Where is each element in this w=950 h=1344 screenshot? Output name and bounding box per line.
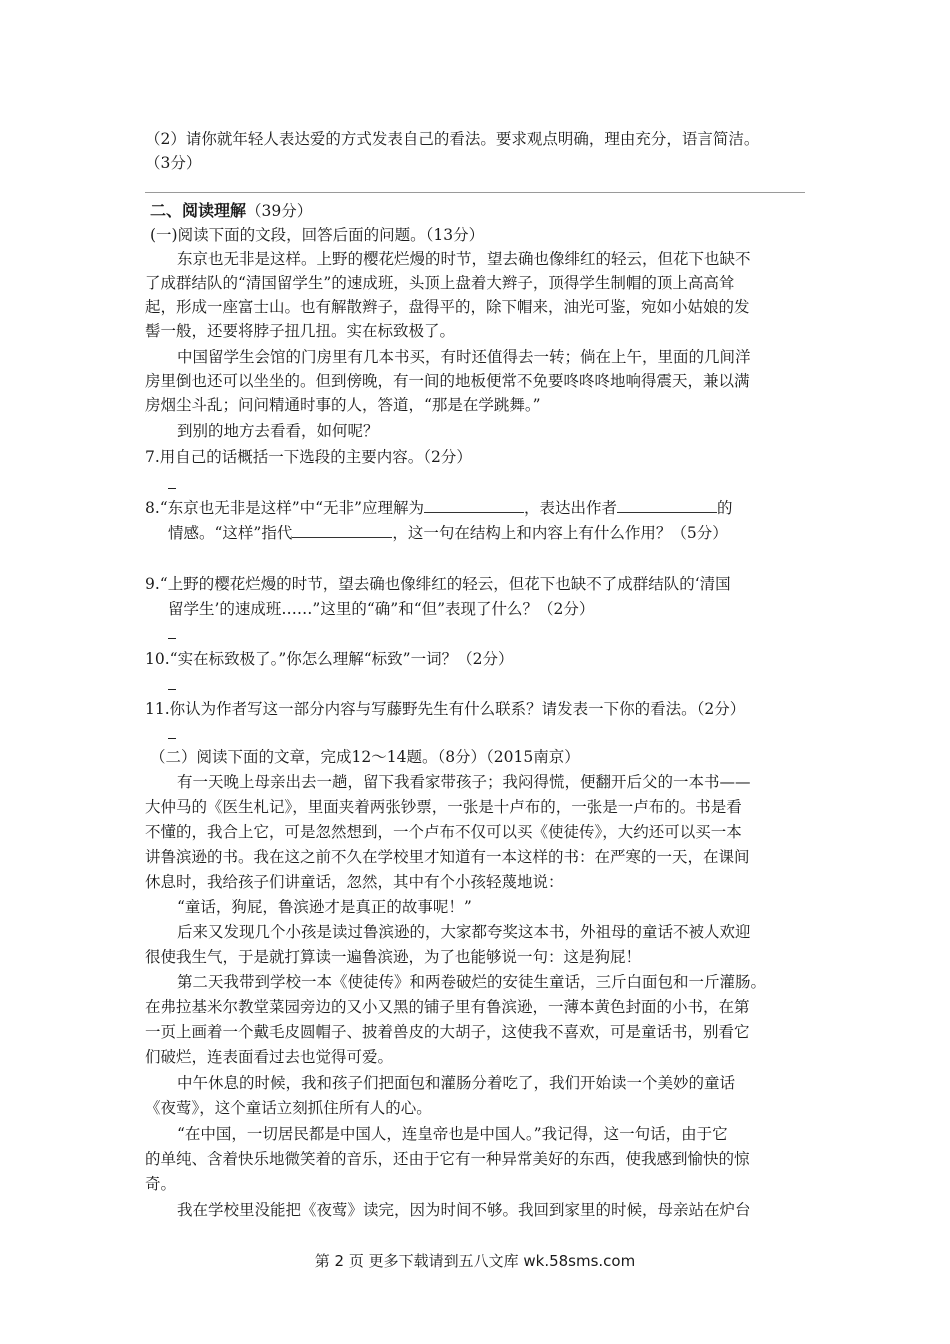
- question-7: 7.用自己的话概括一下选段的主要内容。（2分）: [145, 448, 472, 466]
- part1-paragraph-line: 髻一般，还要将脖子扭几扭。实在标致极了。: [145, 322, 456, 340]
- part2-paragraph-line: 大仲马的《医生札记》，里面夹着两张钞票，一张是十卢布的，一张是一卢布的。书是看: [145, 798, 742, 816]
- part2-paragraph-line: 奇。: [145, 1175, 177, 1193]
- answer-dash: [168, 638, 176, 639]
- part1-paragraph-line: 中国留学生会馆的门房里有几本书买，有时还值得去一转；倘在上午，里面的几间洋: [177, 348, 751, 366]
- q8-text: ，这一句在结构上和内容上有什么作用？（5分）: [392, 524, 728, 542]
- divider: [145, 192, 805, 193]
- part2-paragraph-line: 不懂的，我合上它，可是忽然想到，一个卢布不仅可以买《使徒传》，大约还可以买一本: [145, 823, 742, 841]
- question-11: 11.你认为作者写这一部分内容与写藤野先生有什么联系？请发表一下你的看法。（2分）: [145, 700, 746, 718]
- part2-paragraph-line: 一页上画着一个戴毛皮圆帽子、披着兽皮的大胡子，这使我不喜欢，可是童话书，别看它: [145, 1023, 750, 1041]
- part2-paragraph-line: 们破烂，连表面看过去也觉得可爱。: [145, 1048, 394, 1066]
- part1-paragraph-line: 了成群结队的“清国留学生”的速成班，头顶上盘着大辫子，顶得学生制帽的顶上高高耸: [145, 274, 735, 292]
- part1-paragraph-line: 起，形成一座富士山。也有解散辫子，盘得平的，除下帽来，油光可鉴，宛如小姑娘的发: [145, 298, 750, 316]
- section-heading: [150, 200, 312, 222]
- part2-paragraph-line: “童话，狗屁，鲁滨逊才是真正的故事呢！”: [177, 898, 472, 916]
- part1-paragraph-line: 到别的地方去看看，如何呢？: [177, 422, 379, 440]
- answer-dash: [168, 488, 176, 489]
- part2-paragraph-line: 在弗拉基米尔教堂菜园旁边的又小又黑的铺子里有鲁滨逊，一薄本黄色封面的小书，在第: [145, 998, 750, 1016]
- part2-paragraph-line: 第二天我带到学校一本《使徒传》和两卷破烂的安徒生童话，三斤白面包和一斤灌肠。: [177, 973, 767, 991]
- question-9-line-1: 9.“上野的樱花烂熳的时节，望去确也像绯红的轻云，但花下也缺不了成群结队的‘清国: [145, 575, 731, 593]
- page-footer: 第 2 页 更多下载请到五八文库 wk.58sms.com: [314, 1252, 636, 1270]
- part2-paragraph-line: 的单纯、含着快乐地微笑着的音乐，还由于它有一种异常美好的东西，使我感到愉快的惊: [145, 1150, 750, 1168]
- part1-paragraph-line: 房里倒也还可以坐坐的。但到傍晚，有一间的地板便常不免要咚咚咚地响得震天，兼以满: [145, 372, 750, 390]
- answer-dash: [168, 738, 176, 739]
- answer-dash: [168, 689, 176, 690]
- question-9-line-2: 留学生’的速成班……”这里的“确”和“但”表现了什么？（2分）: [168, 600, 595, 618]
- part2-paragraph-line: 中午休息的时候，我和孩子们把面包和灌肠分着吃了，我们开始读一个美妙的童话: [177, 1074, 736, 1092]
- fill-blank[interactable]: [617, 496, 717, 513]
- part1-paragraph-line: 东京也无非是这样。上野的樱花烂熳的时节，望去确也像绯红的轻云，但花下也缺不: [177, 250, 751, 268]
- question-8-line-2: [168, 521, 728, 544]
- q8-text: 8.“东京也无非是这样”中“无非”应理解为: [145, 499, 424, 517]
- fill-blank[interactable]: [424, 496, 524, 513]
- q8-text: ，表达出作者: [524, 499, 618, 517]
- part2-paragraph-line: 讲鲁滨逊的书。我在这之前不久在学校里才知道有一本这样的书：在严寒的一天，在课间: [145, 848, 750, 866]
- q8-text: 的: [717, 499, 733, 517]
- part2-paragraph-line: 有一天晚上母亲出去一趟，留下我看家带孩子；我闷得慌，便翻开后父的一本书——: [177, 773, 751, 791]
- part2-paragraph-line: 后来又发现几个小孩是读过鲁滨逊的，大家都夸奖这本书，外祖母的童话不被人欢迎: [177, 923, 751, 941]
- fill-blank[interactable]: [292, 521, 392, 538]
- part2-paragraph-line: 我在学校里没能把《夜莺》读完，因为时间不够。我回到家里的时候，母亲站在炉台: [177, 1201, 751, 1219]
- q2-line-2: （3分）: [145, 154, 202, 172]
- question-8-line-1: [145, 496, 733, 519]
- part2-paragraph-line: “在中国，一切居民都是中国人，连皇帝也是中国人。”我记得，这一句话，由于它: [177, 1125, 728, 1143]
- part2-paragraph-line: 很使我生气，于是就打算读一遍鲁滨逊，为了也能够说一句：这是狗屁！: [145, 948, 642, 966]
- part2-paragraph-line: 《夜莺》，这个童话立刻抓住所有人的心。: [145, 1099, 432, 1117]
- section-title: 二、阅读理解: [150, 201, 247, 220]
- part2-intro: （二）阅读下面的文章，完成12～14题。（8分）（2015南京）: [150, 748, 580, 766]
- part2-paragraph-line: 休息时，我给孩子们讲童话，忽然，其中有个小孩轻蔑地说：: [145, 873, 564, 891]
- question-10: 10.“实在标致极了。”你怎么理解“标致”一词？（2分）: [145, 650, 514, 668]
- q2-line-1: （2）请你就年轻人表达爱的方式发表自己的看法。要求观点明确，理由充分，语言简洁。: [145, 130, 760, 148]
- part1-paragraph-line: 房烟尘斗乱；问问精通时事的人，答道，“那是在学跳舞。”: [145, 396, 541, 414]
- part1-intro: (一)阅读下面的文段，回答后面的问题。（13分）: [150, 226, 485, 244]
- section-score: （39分）: [246, 202, 313, 220]
- q8-text: 情感。“这样”指代: [168, 524, 293, 542]
